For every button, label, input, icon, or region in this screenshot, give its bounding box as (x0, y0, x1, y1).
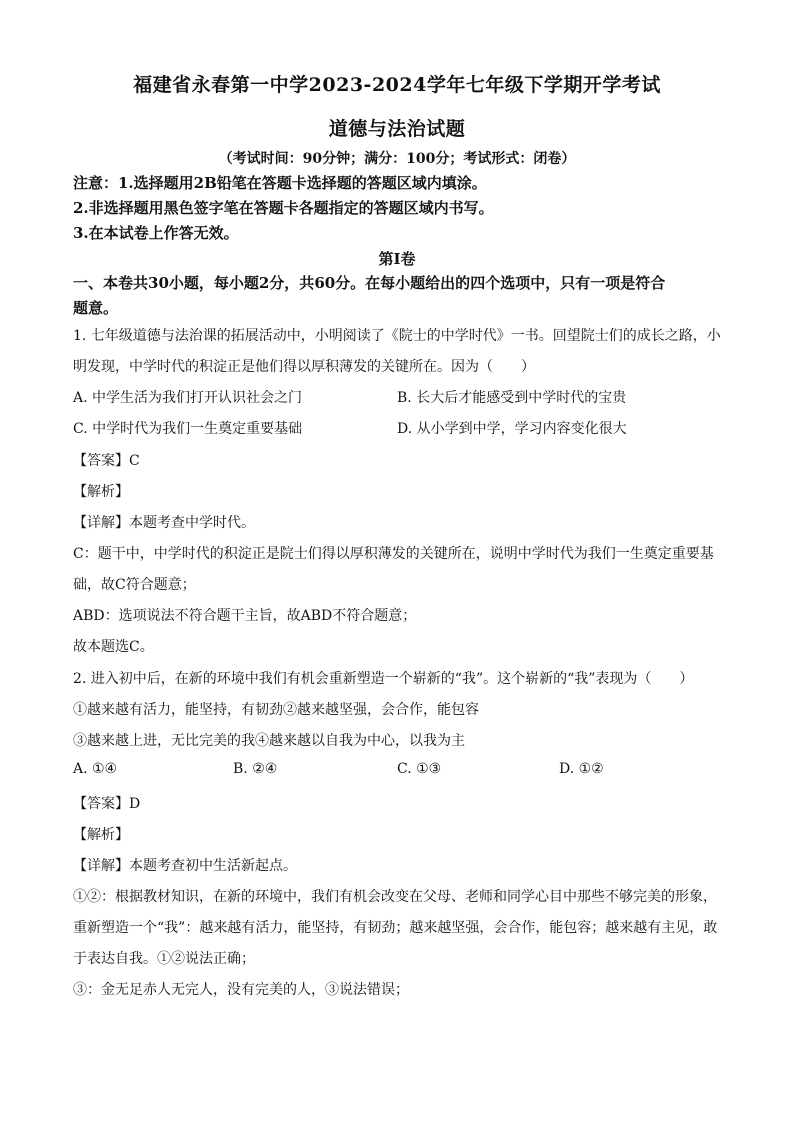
q2-explanation-line2: 重新塑造一个“我”：越来越有活力，能坚持，有韧劲；越来越坚强，会合作，能包容；越来越有主见，敢 (73, 920, 718, 936)
q2-explanation-line1: ①②：根据教材知识，在新的环境中，我们有机会改变在父母、老师和同学心目中那些不够完美的形象， (73, 889, 717, 905)
q2-explanation-line3: 于表达自我。①②说法正确； (73, 951, 255, 967)
q2-explanation-line4: ③：金无足赤人无完人，没有完美的人，③说法错误； (73, 982, 409, 998)
q1-option-a: A. 中学生活为我们打开认识社会之门 (73, 390, 303, 406)
exam-title: 福建省永春第一中学2023-2024学年七年级下学期开学考试 (133, 74, 661, 96)
q1-analysis-label: 【解析】 (73, 484, 129, 500)
q2-option-b: B. ②④ (233, 761, 278, 777)
q1-options-row1 (73, 387, 723, 407)
q2-answer: 【答案】D (73, 796, 141, 812)
q2-option-d: D. ①② (559, 761, 604, 777)
section-instruction-line2: 题意。 (73, 299, 119, 317)
q1-stem-line1: 1. 七年级道德与法治课的拓展活动中，小明阅读了《院士的中学时代》一书。回望院士们的成长之路，小 (73, 328, 721, 344)
q2-stem-line1: 2. 进入初中后，在新的环境中我们有机会重新塑造一个崭新的“我”。这个崭新的“我”表现为（ ） (73, 671, 694, 687)
q1-option-b: B. 长大后才能感受到中学时代的宝贵 (397, 390, 627, 406)
q1-stem-line2: 明发现，中学时代的积淀正是他们得以厚积薄发的关键所在。因为（ ） (73, 359, 535, 375)
q1-answer: 【答案】C (73, 453, 140, 469)
note-2: 2.非选择题用黑色签字笔在答题卡各题指定的答题区域内书写。 (73, 199, 494, 217)
exam-info: （考试时间：90分钟；满分：100分；考试形式：闭卷） (218, 151, 576, 167)
section-instruction-line1: 一、本卷共30小题，每小题2分，共60分。在每小题给出的四个选项中，只有一项是符合 (73, 274, 666, 292)
note-1: 注意：1.选择题用2B铅笔在答题卡选择题的答题区域内填涂。 (73, 174, 487, 192)
q2-option-c: C. ①③ (397, 761, 442, 777)
q1-option-c: C. 中学时代为我们一生奠定重要基础 (73, 421, 303, 437)
q1-explanation-line3: ABD：选项说法不符合题干主旨，故ABD不符合题意； (73, 608, 417, 624)
q2-detail: 【详解】本题考查初中生活新起点。 (73, 858, 297, 874)
q1-explanation-line1: C：题干中，中学时代的积淀正是院士们得以厚积薄发的关键所在，说明中学时代为我们一生奠定重要基 (73, 546, 714, 562)
note-3: 3.在本试卷上作答无效。 (73, 224, 239, 242)
q1-explanation-line4: 故本题选C。 (73, 639, 154, 655)
q2-options-row (73, 761, 723, 781)
q1-explanation-line2: 础，故C符合题意； (73, 577, 196, 593)
q2-analysis-label: 【解析】 (73, 827, 129, 843)
exam-subtitle: 道德与法治试题 (328, 118, 466, 140)
q2-stem-line2: ①越来越有活力，能坚持，有韧劲②越来越坚强，会合作，能包容 (73, 702, 479, 718)
volume-heading: 第I卷 (378, 250, 416, 268)
q1-options-row2 (73, 418, 723, 438)
q2-stem-line3: ③越来越上进，无比完美的我④越来越以自我为中心，以我为主 (73, 733, 465, 749)
q1-detail: 【详解】本题考查中学时代。 (73, 515, 255, 531)
q1-option-d: D. 从小学到中学，学习内容变化很大 (397, 421, 627, 437)
q2-option-a: A. ①④ (73, 761, 118, 777)
